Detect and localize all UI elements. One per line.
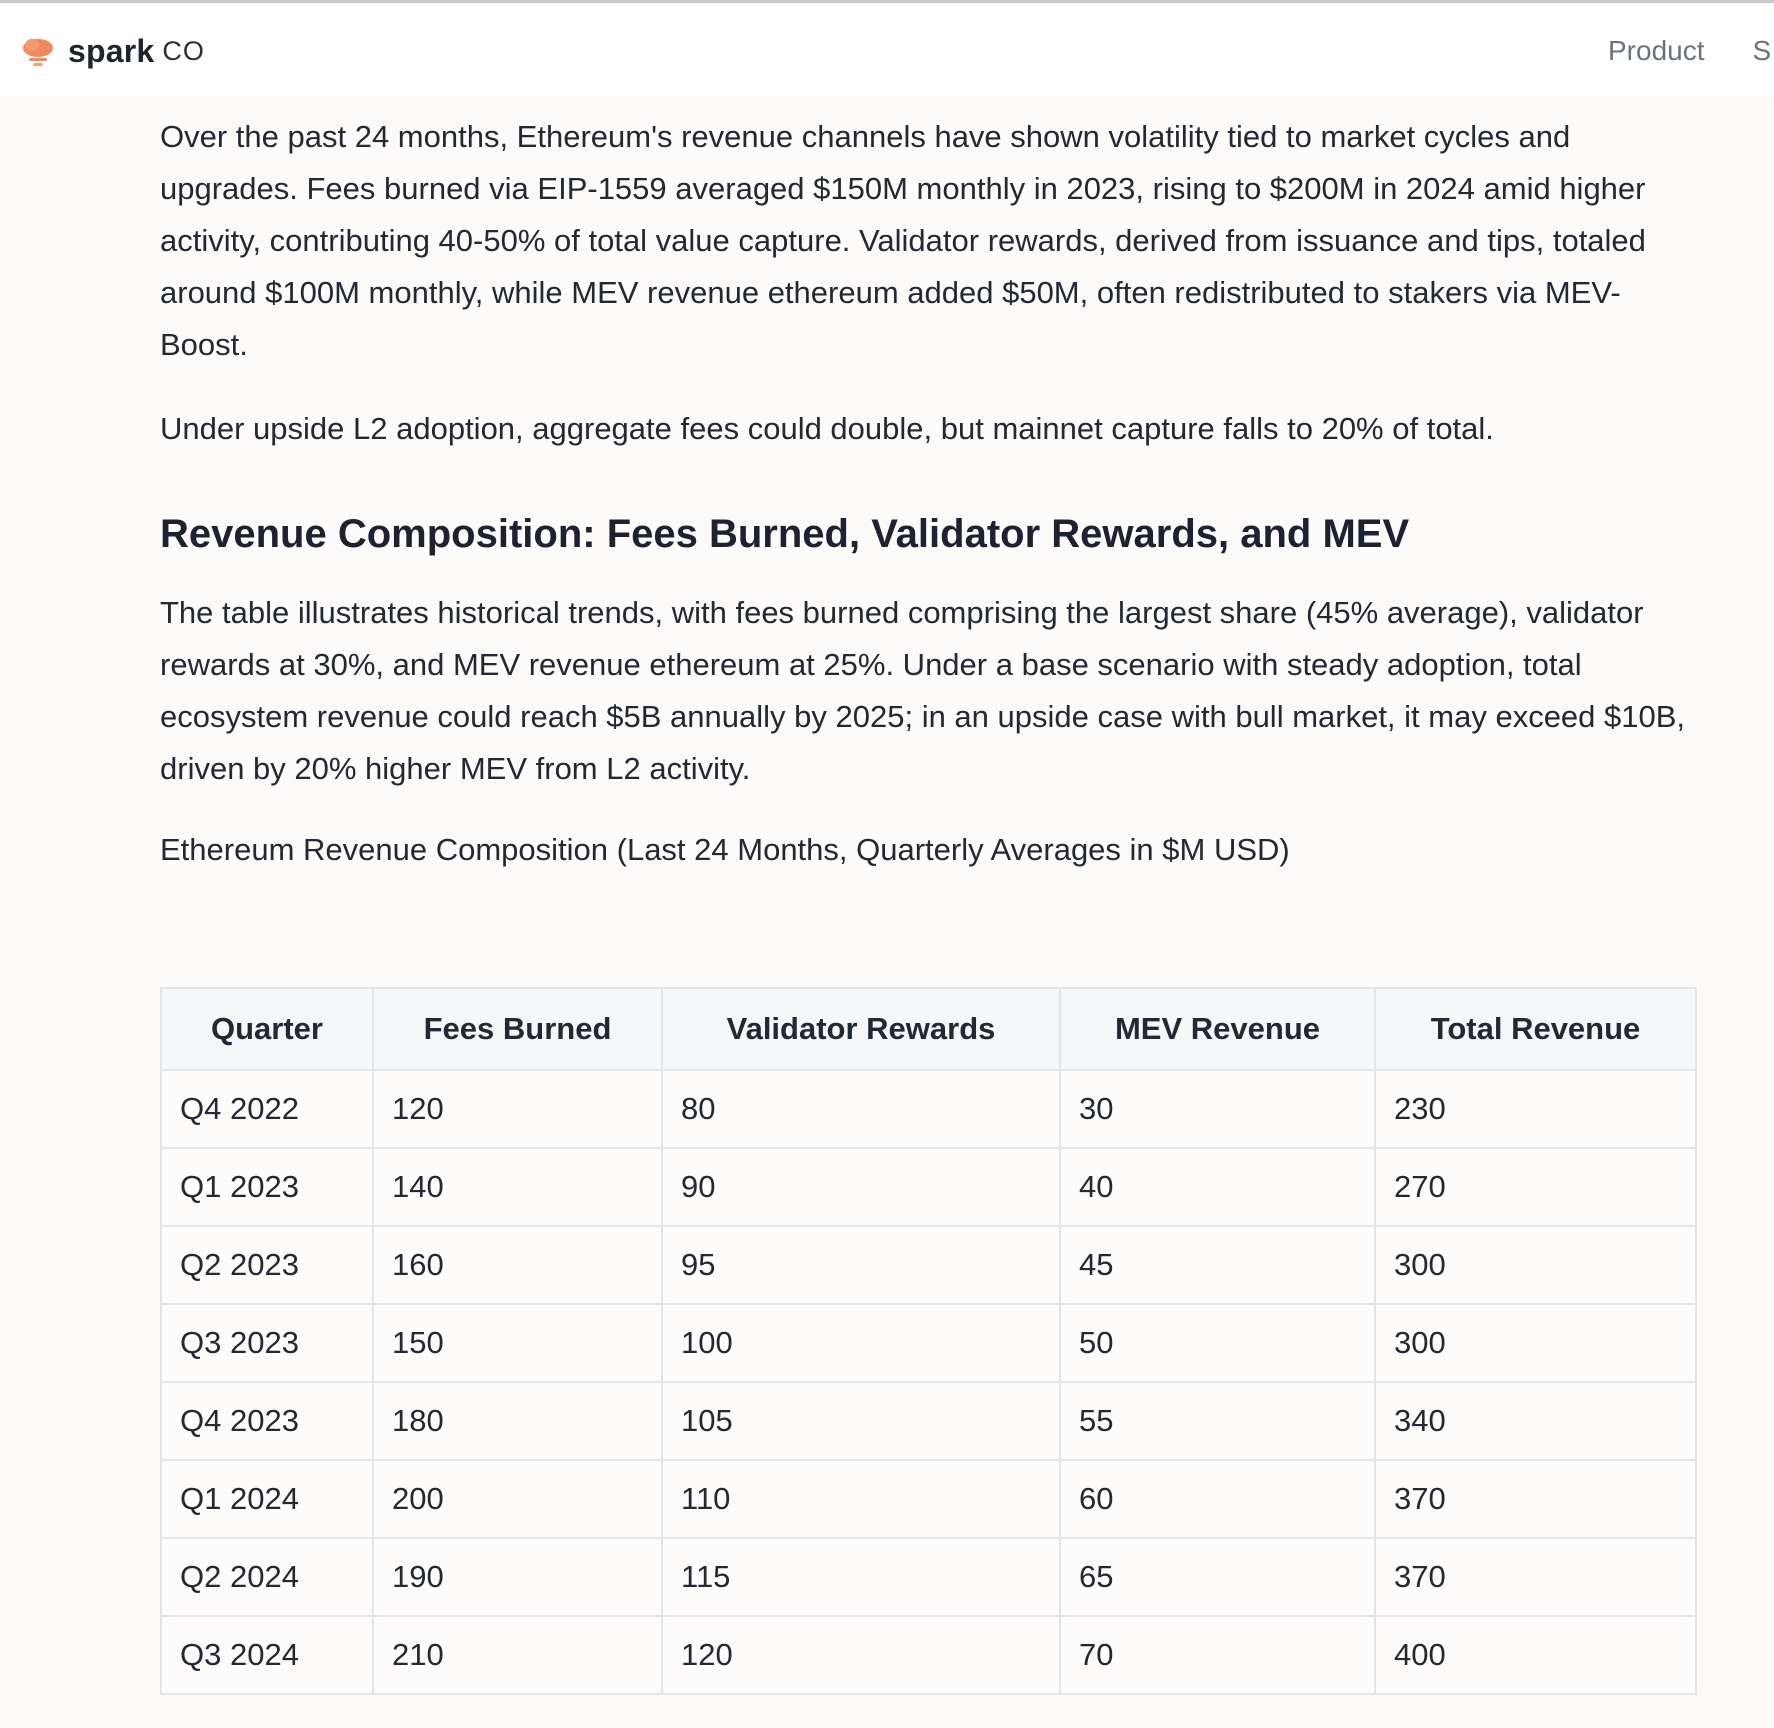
cell-mev-revenue: 70 [1060, 1616, 1375, 1694]
header-mev-revenue: MEV Revenue [1060, 988, 1375, 1070]
cell-mev-revenue: 30 [1060, 1070, 1375, 1148]
cell-quarter: Q2 2024 [161, 1538, 373, 1616]
cell-mev-revenue: 55 [1060, 1382, 1375, 1460]
cell-validator-rewards: 100 [662, 1304, 1060, 1382]
cell-fees-burned: 150 [373, 1304, 662, 1382]
cell-fees-burned: 190 [373, 1538, 662, 1616]
nav-item-product[interactable]: Product [1608, 35, 1705, 66]
cell-quarter: Q3 2023 [161, 1304, 373, 1382]
table-row [161, 1460, 1696, 1538]
cell-validator-rewards: 95 [662, 1226, 1060, 1304]
cell-validator-rewards: 115 [662, 1538, 1060, 1616]
cell-mev-revenue: 60 [1060, 1460, 1375, 1538]
intro-paragraph: Over the past 24 months, Ethereum's revenue channels have shown volatility tied to market cycles and upgrades. Fees burned via EIP-1559 averaged $150M monthly in 2023, rising to $200M in 2024 amid higher activity, contributing 40-50% of total value capture. Validator rewards, derived from issuance and tips, totaled around $100M monthly, while MEV revenue ethereum added $50M, often redistributed to stakers via MEV-Boost. [160, 119, 1646, 362]
brand-name: spark [68, 32, 155, 69]
cell-quarter: Q2 2023 [161, 1226, 373, 1304]
cell-quarter: Q4 2023 [161, 1382, 373, 1460]
cell-quarter: Q3 2024 [161, 1616, 373, 1694]
cell-total-revenue: 370 [1375, 1460, 1696, 1538]
composition-paragraph: The table illustrates historical trends, with fees burned comprising the largest share (45% average), validator rewards at 30%, and MEV revenue ethereum at 25%. Under a base scenario with steady adoption, total ecosystem revenue could reach $5B annually by 2025; in an upside case with bull market, it may exceed $10B, driven by 20% higher MEV from L2 activity. [160, 595, 1686, 786]
cell-fees-burned: 140 [373, 1148, 662, 1226]
header-fees-burned: Fees Burned [373, 988, 662, 1070]
cell-total-revenue: 230 [1375, 1070, 1696, 1148]
top-nav [1608, 35, 1774, 67]
revenue-table [160, 987, 1697, 1695]
table-row [161, 1538, 1696, 1616]
header-quarter: Quarter [161, 988, 373, 1070]
header-validator-rewards: Validator Rewards [662, 988, 1060, 1070]
nav-item-truncated[interactable]: S [1752, 35, 1772, 66]
cell-total-revenue: 400 [1375, 1616, 1696, 1694]
cell-total-revenue: 300 [1375, 1226, 1696, 1304]
table-row [161, 1304, 1696, 1382]
header-total-revenue: Total Revenue [1375, 988, 1696, 1070]
cell-quarter: Q4 2022 [161, 1070, 373, 1148]
cell-total-revenue: 270 [1375, 1148, 1696, 1226]
l2-adoption-paragraph: Under upside L2 adoption, aggregate fees could double, but mainnet capture falls to 20% of total. [160, 411, 1494, 446]
cell-validator-rewards: 110 [662, 1460, 1060, 1538]
table-header-row [161, 988, 1696, 1070]
cell-mev-revenue: 65 [1060, 1538, 1375, 1616]
cell-total-revenue: 340 [1375, 1382, 1696, 1460]
cell-fees-burned: 200 [373, 1460, 662, 1538]
cell-mev-revenue: 45 [1060, 1226, 1375, 1304]
cell-validator-rewards: 90 [662, 1148, 1060, 1226]
cell-fees-burned: 210 [373, 1616, 662, 1694]
cell-quarter: Q1 2024 [161, 1460, 373, 1538]
cell-mev-revenue: 40 [1060, 1148, 1375, 1226]
cell-total-revenue: 370 [1375, 1538, 1696, 1616]
table-row [161, 1226, 1696, 1304]
cell-validator-rewards: 120 [662, 1616, 1060, 1694]
cell-validator-rewards: 105 [662, 1382, 1060, 1460]
cell-fees-burned: 160 [373, 1226, 662, 1304]
cell-quarter: Q1 2023 [161, 1148, 373, 1226]
table-caption: Ethereum Revenue Composition (Last 24 Months, Quarterly Averages in $M USD) [160, 832, 1290, 867]
site-header [0, 3, 1774, 97]
cell-total-revenue: 300 [1375, 1304, 1696, 1382]
table-row [161, 1382, 1696, 1460]
brand-logo[interactable] [20, 31, 205, 71]
spark-cloud-icon [20, 33, 56, 69]
cell-fees-burned: 120 [373, 1070, 662, 1148]
table-row [161, 1148, 1696, 1226]
section-heading: Revenue Composition: Fees Burned, Validator Rewards, and MEV [160, 512, 1410, 556]
cell-mev-revenue: 50 [1060, 1304, 1375, 1382]
table-row [161, 1616, 1696, 1694]
cell-validator-rewards: 80 [662, 1070, 1060, 1148]
cell-fees-burned: 180 [373, 1382, 662, 1460]
revenue-table-container [160, 987, 1697, 1695]
table-row [161, 1070, 1696, 1148]
brand-suffix: CO [162, 35, 205, 66]
